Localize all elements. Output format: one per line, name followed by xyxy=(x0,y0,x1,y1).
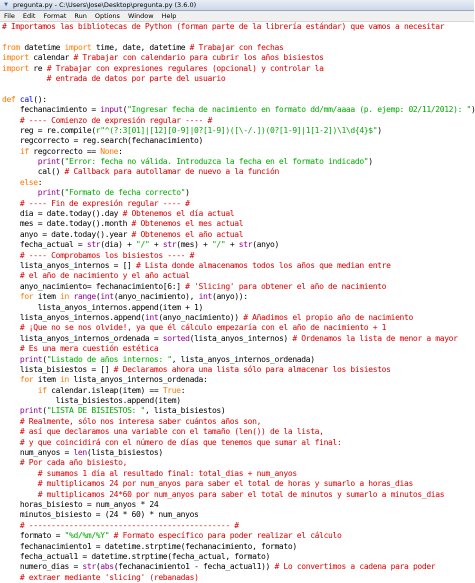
code-line xyxy=(0,84,474,94)
code-token xyxy=(2,199,20,208)
code-token: import xyxy=(2,63,29,73)
code-token: import xyxy=(64,42,92,52)
code-token: lista_anyos_internos_ordenada: xyxy=(69,375,208,385)
code-token: ) xyxy=(368,157,373,167)
code-line xyxy=(0,531,474,541)
code-token: lista_bisiestos = [] xyxy=(2,364,114,374)
code-token: int xyxy=(144,312,159,322)
code-line xyxy=(0,406,474,416)
code-token: anyo = date.today().year xyxy=(2,229,132,239)
code-line xyxy=(0,334,474,344)
menu-format[interactable]: Format xyxy=(43,12,67,20)
code-token: str xyxy=(238,240,253,250)
code-token xyxy=(471,105,475,114)
code-token: # Obtenemos el año actual xyxy=(131,229,244,239)
code-line xyxy=(0,22,474,32)
code-token xyxy=(2,178,20,187)
code-token xyxy=(2,458,20,467)
code-token: for xyxy=(19,375,34,385)
code-token: + xyxy=(225,240,239,250)
code-line xyxy=(0,43,474,53)
code-line xyxy=(0,562,474,572)
code-token xyxy=(2,375,20,384)
code-token: ( xyxy=(95,292,101,302)
code-token: ( xyxy=(42,406,47,416)
menu-run[interactable]: Run xyxy=(74,12,87,20)
code-token: # Formato específico para poder realizar el cálculo xyxy=(113,531,342,541)
code-token xyxy=(2,479,38,488)
code-line xyxy=(0,552,474,562)
code-line xyxy=(0,438,474,448)
code-line xyxy=(0,479,474,489)
code-token: "Error: fecha no válida. Introduzca la fecha en el formato indicado" xyxy=(64,157,369,167)
code-token: abs xyxy=(100,562,114,572)
code-token: ( xyxy=(60,157,65,167)
code-token xyxy=(2,157,38,166)
code-token: # Trabajar con expresiones regulares (opcional) y controlar la xyxy=(46,63,324,73)
code-line xyxy=(0,116,474,126)
code-token: : xyxy=(37,177,43,187)
code-token: # multiplicamos 24*60 por num_anyos para saber el total de minutos y sumarlo a minutos_dias xyxy=(37,489,445,499)
code-token: lista_anyos_internos.append( xyxy=(2,312,145,322)
code-token: from xyxy=(2,42,20,52)
code-token: cal() xyxy=(2,167,65,177)
code-token xyxy=(2,438,20,447)
code-line xyxy=(0,219,474,229)
code-editor[interactable] xyxy=(0,22,474,582)
code-token: # Lista donde almacenamos todos los años que median entre xyxy=(136,260,391,270)
code-token: str xyxy=(82,562,96,572)
code-token: fechanacimiento = xyxy=(2,105,101,115)
code-token xyxy=(2,344,20,353)
code-token: "Formato de fecha correcto" xyxy=(64,188,186,198)
code-line xyxy=(0,209,474,219)
code-token: mes = date.today().month xyxy=(2,219,132,229)
code-token: # ---- Comprobamos los bisiestos ---- # xyxy=(19,250,195,260)
code-token: : xyxy=(118,146,123,156)
code-token: else xyxy=(19,177,38,187)
code-line xyxy=(0,427,474,437)
code-line xyxy=(0,510,474,520)
code-token: input xyxy=(100,105,123,115)
code-token xyxy=(2,521,20,530)
code-token xyxy=(2,490,38,499)
code-line xyxy=(0,292,474,302)
code-token: # Declaramos ahora una lista sólo para almacenar los bisiestos xyxy=(113,364,391,374)
menu-help[interactable]: Help xyxy=(161,12,177,20)
code-token: item xyxy=(33,292,61,302)
code-token xyxy=(2,251,20,260)
code-token: # multiplicamos 24 por num_anyos para saber el total de horas y sumarlo a horas_dias xyxy=(37,479,413,489)
code-token: regcorrecto == xyxy=(28,146,101,156)
code-token: "Listado de años internos: " xyxy=(46,354,172,364)
code-token: # sumamos 1 día al resultado final: total_dias + num_anyos xyxy=(37,468,297,478)
code-token: # entrada de datos por parte del usuario xyxy=(46,73,226,83)
code-token xyxy=(2,188,38,197)
code-line xyxy=(0,178,474,188)
code-token: : xyxy=(180,385,186,395)
code-token: # Trabajar con calendario para cubrir los años bisiestos xyxy=(73,53,324,63)
code-token: calendar xyxy=(28,53,74,63)
code-token: "Ingresar fecha de nacimiento en formato dd/mm/aaaa (p. ejemp: 02/11/2012): " xyxy=(127,105,471,115)
code-token: minutos_bisiesto = (24 * 60) * num_anyos xyxy=(2,510,199,520)
code-token: horas_bisiesto = num_anyos * 24 xyxy=(2,499,159,509)
code-line xyxy=(0,313,474,323)
code-line xyxy=(0,323,474,333)
code-token: # 'Slicing' para obtener el año de nacimiento xyxy=(185,281,387,291)
code-token: (anyo_nacimiento), xyxy=(113,292,199,302)
code-token xyxy=(2,116,20,125)
code-token: if xyxy=(37,385,47,395)
code-line xyxy=(0,251,474,261)
code-token: if xyxy=(19,146,29,156)
code-token: "%d/%m/%Y" xyxy=(64,531,110,541)
title-bar[interactable] xyxy=(0,0,474,11)
code-line xyxy=(0,490,474,500)
code-token: , lista_bisiestos) xyxy=(144,406,226,416)
code-line xyxy=(0,344,474,354)
code-token: (dia) + xyxy=(100,240,137,250)
code-token: def xyxy=(2,94,16,104)
code-token: "LISTA DE BISIESTOS: " xyxy=(46,406,145,416)
code-token: # el año de nacimiento y el año actual xyxy=(19,271,190,281)
code-token: str xyxy=(162,240,177,250)
code-line xyxy=(0,126,474,136)
code-line xyxy=(0,448,474,458)
code-token xyxy=(2,573,20,582)
code-line xyxy=(0,157,474,167)
code-token: int xyxy=(100,292,114,302)
code-line xyxy=(0,282,474,292)
code-token: import xyxy=(2,53,29,63)
code-token: datetime xyxy=(19,42,65,52)
code-token: numero_dias = xyxy=(2,562,83,572)
code-line xyxy=(0,64,474,74)
code-token: formato = xyxy=(2,531,65,541)
code-token: # Añadimos el propio año de nacimiento xyxy=(243,312,413,322)
code-token xyxy=(2,292,20,301)
code-token: # Importamos las bibliotecas de Python (forman parte de la librería estándar) que vamos a necesitar xyxy=(2,22,445,31)
code-line xyxy=(0,500,474,510)
code-line xyxy=(0,230,474,240)
code-token xyxy=(2,355,20,364)
code-token: None xyxy=(100,146,119,156)
code-line xyxy=(0,375,474,385)
code-token xyxy=(2,406,20,415)
code-token: print xyxy=(19,406,43,416)
window-title: pregunta.py - C:\Users\Jose\Desktop\pregunta.py (3.6.0) xyxy=(13,1,197,9)
code-line xyxy=(0,386,474,396)
code-line xyxy=(0,32,474,42)
python-file-icon: ▼ xyxy=(4,1,8,8)
code-token: reg = re.compile( xyxy=(2,125,96,135)
code-line xyxy=(0,136,474,146)
code-token: # Es una mera cuestión estética xyxy=(19,344,159,354)
code-token: sorted xyxy=(162,333,190,343)
code-token xyxy=(2,469,38,478)
code-line xyxy=(0,417,474,427)
code-token: in xyxy=(60,292,70,302)
code-token: num_anyos = xyxy=(2,448,74,458)
code-token: len xyxy=(73,448,87,458)
code-token: # ---- Comienzo de expresión regular ---- # xyxy=(19,115,212,125)
code-token: lista_anyos_internos_ordenada = xyxy=(2,333,163,343)
code-token: # ¡Que no se nos olvide!, ya que él cálculo empezaría con el año de nacimiento + 1 xyxy=(19,323,387,333)
code-token: fecha_actual = xyxy=(2,240,87,250)
code-token: print xyxy=(37,188,61,198)
code-token xyxy=(2,147,20,156)
code-token: (anyo)): xyxy=(212,292,248,302)
code-token: # así que declaramos una variable con el tamaño (len()) de la lista, xyxy=(19,427,324,437)
code-line xyxy=(0,167,474,177)
code-token: lista_bisiestos.append(item) xyxy=(2,396,181,406)
menu-window[interactable]: Window xyxy=(127,12,154,20)
code-token xyxy=(2,74,47,83)
code-token: ( xyxy=(122,105,128,115)
code-token: , lista_anyos_internos_ordenada) xyxy=(171,354,315,364)
code-token: range xyxy=(73,292,96,302)
code-token: for xyxy=(19,292,34,302)
code-token: ( xyxy=(42,354,47,364)
code-line xyxy=(0,240,474,250)
code-token: # ---- Fin de expresión regular ---- # xyxy=(19,198,190,208)
code-line xyxy=(0,396,474,406)
code-token: # Callback para autollamar de nuevo a la función xyxy=(64,167,279,177)
code-token xyxy=(2,271,20,280)
code-token: True xyxy=(162,385,181,395)
code-line xyxy=(0,53,474,63)
code-token: # Trabajar con fechas xyxy=(189,42,284,52)
code-line xyxy=(0,355,474,365)
code-line xyxy=(0,261,474,271)
code-line xyxy=(0,365,474,375)
code-line xyxy=(0,469,474,479)
code-token: # Por cada año bisiesto, xyxy=(19,458,128,468)
code-token: "/" xyxy=(136,240,150,250)
code-token xyxy=(2,323,20,332)
code-token: # Ordenamos la lista de menor a mayor xyxy=(292,333,458,343)
code-token: (fechanacimiento1 - fecha_actual1)) xyxy=(113,562,275,572)
code-token: anyo_nacimiento= fechanacimiento[6:] xyxy=(2,281,186,291)
code-token xyxy=(2,386,38,395)
code-token: fechanacimiento1 = datetime.strptime(fechanacimiento, formato) xyxy=(2,541,297,551)
code-token: # Obtenemos el mes actual xyxy=(131,219,244,229)
code-token: (): xyxy=(33,94,47,104)
code-token: (lista_bisiestos) xyxy=(86,448,163,458)
code-token: re xyxy=(28,63,47,73)
code-token: lista_anyos_internos.append(item + 1) xyxy=(2,302,203,312)
code-token: print xyxy=(37,157,61,167)
code-token: (anyo_nacimiento)) xyxy=(158,312,244,322)
code-line xyxy=(0,573,474,583)
code-token: (anyo) xyxy=(252,240,279,250)
code-token: ) xyxy=(185,188,190,198)
code-token: (mes) + xyxy=(176,240,212,250)
code-line xyxy=(0,147,474,157)
code-line xyxy=(0,303,474,313)
code-token: "/" xyxy=(211,240,226,250)
code-token: int xyxy=(198,292,212,302)
code-token: lista_anyos_internos = [] xyxy=(2,260,136,270)
code-line xyxy=(0,521,474,531)
menu-bar xyxy=(0,11,474,22)
code-token: print xyxy=(19,354,43,364)
code-token: # y que coincidirá con el número de días que tenemos que sumar al final: xyxy=(19,437,342,447)
code-token: # extraer mediante 'slicing' (rebanadas) xyxy=(19,572,199,582)
code-line xyxy=(0,188,474,198)
code-token: dia = date.today().day xyxy=(2,209,123,219)
code-token: in xyxy=(60,375,70,385)
code-token: cal xyxy=(19,94,34,104)
code-token: item xyxy=(33,375,61,385)
code-token: ( xyxy=(95,562,101,572)
code-token: ( xyxy=(60,188,65,198)
code-line xyxy=(0,74,474,84)
code-token: r"^(?:3[01]|[12][0-9]|0?[1-9])([\-/.])(0?[1-9]|1[1-2])\1\d{4}$" xyxy=(95,125,378,135)
code-token: regcorrecto = reg.search(fechanacimiento) xyxy=(2,136,203,146)
menu-edit[interactable]: Edit xyxy=(22,12,36,20)
code-token: # Lo convertimos a cadena para poder xyxy=(274,562,436,572)
code-token xyxy=(2,427,20,436)
code-token: # Realmente, sólo nos interesa saber cuántos años son, xyxy=(19,416,262,426)
code-line xyxy=(0,199,474,209)
code-token: (lista_anyos_internos) xyxy=(189,333,293,343)
code-line xyxy=(0,458,474,468)
code-token: time, date, datetime xyxy=(91,42,190,52)
code-token: fecha_actual1 = datetime.strptime(fecha_actual, formato) xyxy=(2,551,270,561)
code-line xyxy=(0,542,474,552)
code-token: calendar.isleap(item) == xyxy=(46,385,163,395)
code-token: # --------------------------------------------- # xyxy=(19,520,239,530)
code-token: + xyxy=(149,240,163,250)
code-line xyxy=(0,271,474,281)
code-token xyxy=(2,417,20,426)
code-line xyxy=(0,105,474,115)
code-token: # Obtenemos el día actual xyxy=(122,209,235,219)
menu-options[interactable]: Options xyxy=(94,12,120,20)
menu-file[interactable]: File xyxy=(4,12,15,20)
code-token: ) xyxy=(377,125,382,135)
code-line xyxy=(0,95,474,105)
code-token: str xyxy=(86,240,101,250)
